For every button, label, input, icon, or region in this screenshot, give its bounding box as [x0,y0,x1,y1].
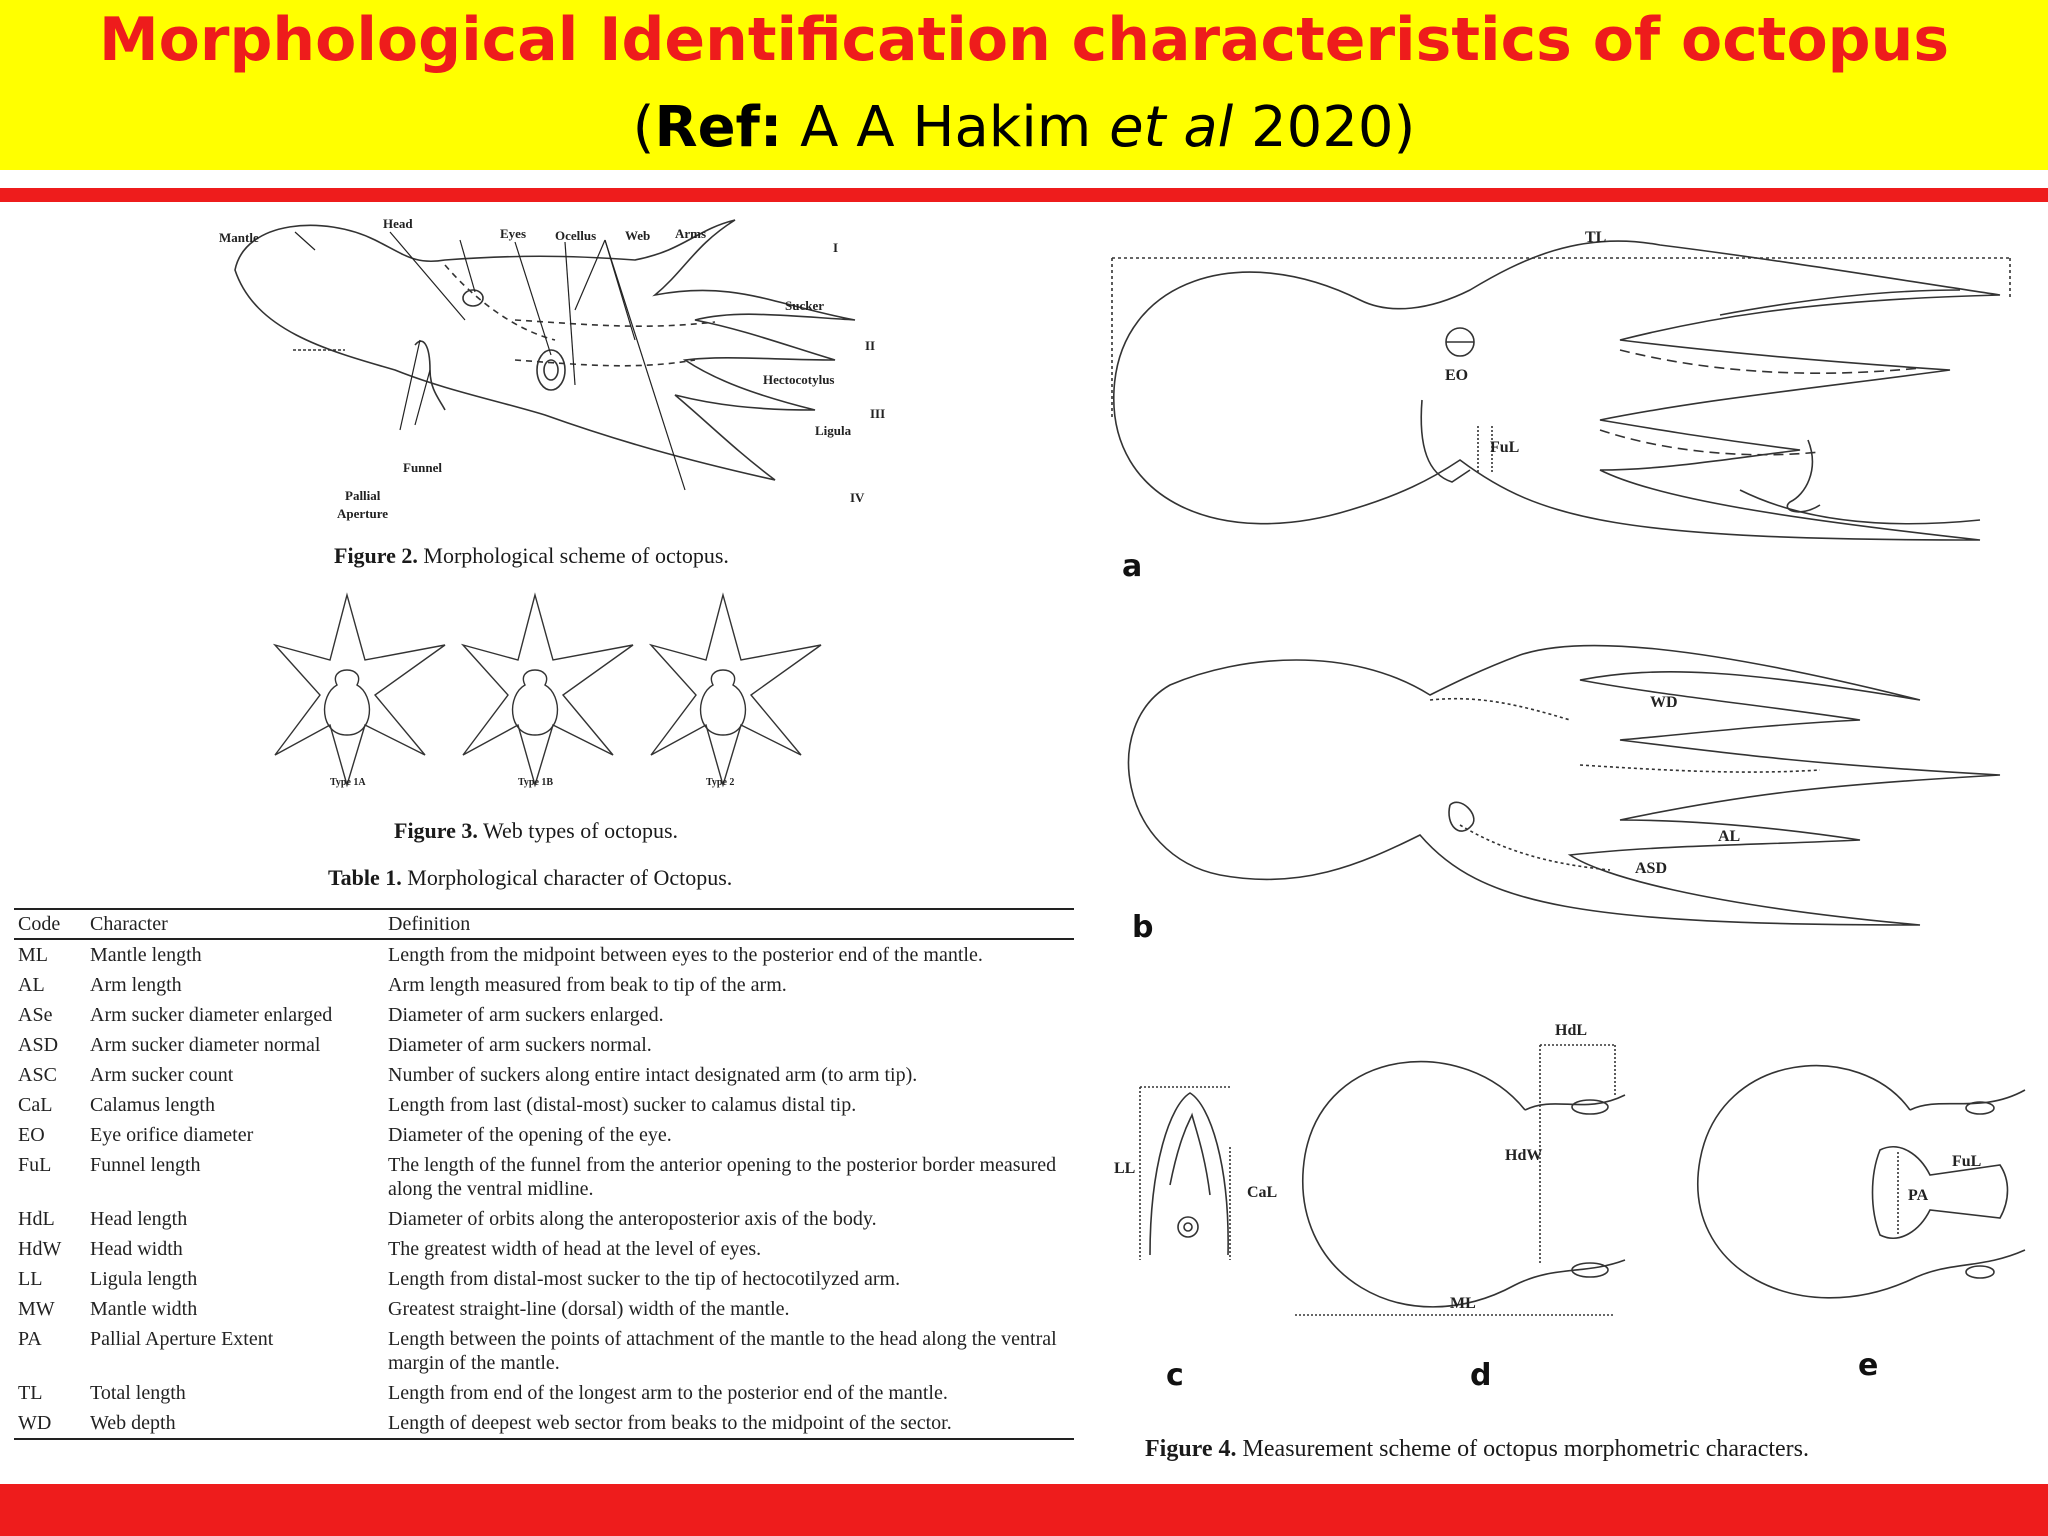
figure4e-funnel-diagram [1680,1040,2040,1390]
cell-definition: Length of deepest web sector from beaks to the midpoint of the sector. [384,1408,1074,1439]
table-row [14,1408,1074,1439]
figure2-caption-label: Figure 2. [334,543,418,568]
label-pallial: Pallial [345,488,381,503]
label-wd: WD [1650,694,1678,711]
table-row [14,939,1074,970]
title-banner [0,0,2048,170]
octopus-b-outline [1129,645,2000,925]
cell-character: Ligula length [90,1268,198,1290]
cell-code: ASC [18,1064,57,1086]
table-row [14,1150,1074,1204]
cell-code: MW [18,1298,55,1320]
label-ll: LL [1114,1160,1136,1177]
label-arm-iv: IV [850,490,865,505]
cell-definition: Number of suckers along entire intact designated arm (to arm tip). [388,1064,918,1086]
ref-etal: et al [1109,95,1234,160]
label-al: AL [1718,828,1741,845]
table-row [14,1378,1074,1408]
label-web: Web [625,228,651,243]
cell-character: Eye orifice diameter [90,1124,254,1146]
panel-label-b: b [1132,910,1154,945]
label-type-1a: Type 1A [330,777,366,788]
web-type-1b-star [463,595,633,785]
panel-label-d: d [1470,1358,1492,1393]
cell-definition: Diameter of arm suckers normal. [388,1034,652,1056]
figure2-caption [334,543,729,569]
panel-label-c: c [1166,1358,1184,1393]
cell-definition: Diameter of orbits along the anteroposterior axis of the body. [388,1208,877,1230]
label-ligula: Ligula [815,423,852,438]
table-row [14,1120,1074,1150]
cell-character: Head width [90,1238,183,1260]
web-type-2-star [651,595,821,785]
figure3-caption [394,818,678,844]
cell-definition: Length from distal-most sucker to the tip of hectocotilyzed arm. [388,1268,901,1290]
cell-definition: Greatest straight-line (dorsal) width of the mantle. [388,1298,790,1320]
label-arm-iii: III [870,406,886,421]
label-aperture: Aperture [337,506,389,521]
cell-character: Mantle width [90,1298,198,1320]
cell-character: Head length [90,1208,188,1230]
ref-year: 2020 [1251,95,1394,160]
label-ful-a: FuL [1490,439,1520,456]
slide-title: Morphological Identification characteristics of octopus [98,5,1950,75]
cell-character: Web depth [86,1408,384,1439]
table1-caption-text: Morphological character of Octopus. [407,865,733,890]
table-row [14,1264,1074,1294]
cell-character: Pallial Aperture Extent [90,1328,274,1350]
octopus-d-outline [1303,1062,1625,1307]
red-divider [0,188,2048,202]
figure3-caption-label: Figure 3. [394,818,478,843]
label-eo: EO [1445,367,1469,384]
label-eyes: Eyes [500,226,526,241]
figure4c-ligula-diagram [1110,1075,1278,1395]
label-tl: TL [1585,229,1607,246]
cell-code: EO [18,1124,45,1146]
table-header-row [14,909,1074,939]
cell-character: Arm sucker diameter enlarged [90,1004,333,1026]
table-row [14,1030,1074,1060]
cell-definition: Diameter of the opening of the eye. [388,1124,672,1146]
label-sucker: Sucker [785,298,824,313]
label-ml: ML [1450,1295,1476,1312]
label-pa: PA [1908,1187,1929,1204]
figure4b-web-depth-diagram [1100,625,2020,955]
label-hdl: HdL [1555,1022,1588,1039]
ref-author: A A Hakim [800,95,1092,160]
cell-code: ASe [18,1004,53,1026]
cell-code: ASD [18,1034,59,1056]
cell-code: WD [14,1408,86,1439]
cell-code: LL [18,1268,43,1290]
table-row [14,1234,1074,1264]
cell-definition: Length from the midpoint between eyes to the posterior end of the mantle. [388,944,983,966]
table-row [14,1324,1074,1378]
label-head: Head [383,216,413,231]
cell-definition: Length between the points of attachment of the mantle to the head along the ventral margin of the mantle. [388,1328,1057,1374]
figure2-octopus-scheme [215,210,895,530]
label-asd: ASD [1635,860,1668,877]
label-arms: Arms [675,226,707,241]
figure3-caption-text: Web types of octopus. [483,818,679,843]
reference-line: (Ref: A A Hakim et al 2020) [632,95,1416,160]
cell-character: Calamus length [90,1094,215,1116]
table-row [14,1294,1074,1324]
label-funnel: Funnel [403,460,443,475]
cell-definition: Arm length measured from beak to tip of the arm. [388,974,787,996]
cell-code: TL [18,1382,43,1404]
cell-character: Mantle length [90,944,202,966]
figure3-web-types [275,585,835,795]
cell-code: HdL [18,1208,55,1230]
octopus-e-outline [1698,1066,2025,1298]
label-type-2: Type 2 [706,777,735,788]
figure4a-total-length-diagram [1100,220,2020,590]
table-row [14,1090,1074,1120]
table1-caption [328,865,732,891]
figure4d-head-measurements-diagram [1285,1015,1665,1395]
cell-character: Arm length [90,974,182,996]
panel-label-a: a [1122,549,1143,584]
table-row [14,1000,1074,1030]
cell-code: CaL [18,1094,53,1116]
footer-bar [0,1484,2048,1536]
table-row [14,1060,1074,1090]
cell-character: Funnel length [90,1154,201,1176]
web-type-1a-star [275,595,445,785]
label-mantle: Mantle [219,230,259,245]
col-header-definition: Definition [384,909,1074,939]
col-header-code: Code [14,909,86,939]
col-header-character: Character [86,909,384,939]
cell-code: AL [18,974,45,996]
cell-character: Arm sucker count [90,1064,234,1086]
label-ful-e: FuL [1952,1153,1982,1170]
figure2-caption-text: Morphological scheme of octopus. [423,543,729,568]
cell-definition: Length from last (distal-most) sucker to calamus distal tip. [388,1094,857,1116]
label-arm-i: I [833,240,839,255]
cell-definition: Length from end of the longest arm to the posterior end of the mantle. [388,1382,948,1404]
morphology-table [14,908,1074,1440]
cell-definition: The greatest width of head at the level of eyes. [388,1238,762,1260]
figure4-caption-label: Figure 4. [1145,1436,1237,1462]
cell-code: FuL [18,1154,52,1176]
cell-definition: Diameter of arm suckers enlarged. [388,1004,664,1026]
panel-label-e: e [1858,1348,1879,1383]
figure4-caption-text: Measurement scheme of octopus morphometric characters. [1242,1436,1809,1462]
octopus-a-outline [1114,241,2000,540]
label-hectocotylus: Hectocotylus [763,372,835,387]
label-ocellus: Ocellus [555,228,597,243]
cell-code: HdW [18,1238,62,1260]
label-cal: CaL [1247,1184,1278,1201]
cell-character: Total length [90,1382,186,1404]
table1-caption-label: Table 1. [328,865,402,890]
figure4-caption [1145,1436,1809,1463]
label-type-1b: Type 1B [518,777,554,788]
cell-character: Arm sucker diameter normal [90,1034,321,1056]
table-row [14,970,1074,1000]
cell-code: PA [18,1328,42,1350]
table-row [14,1204,1074,1234]
ref-prefix: Ref: [654,95,783,160]
label-arm-ii: II [865,338,876,353]
label-hdw: HdW [1505,1147,1543,1164]
cell-code: ML [18,944,48,966]
cell-definition: The length of the funnel from the anterior opening to the posterior border measured along the ventral midline. [388,1154,1057,1200]
